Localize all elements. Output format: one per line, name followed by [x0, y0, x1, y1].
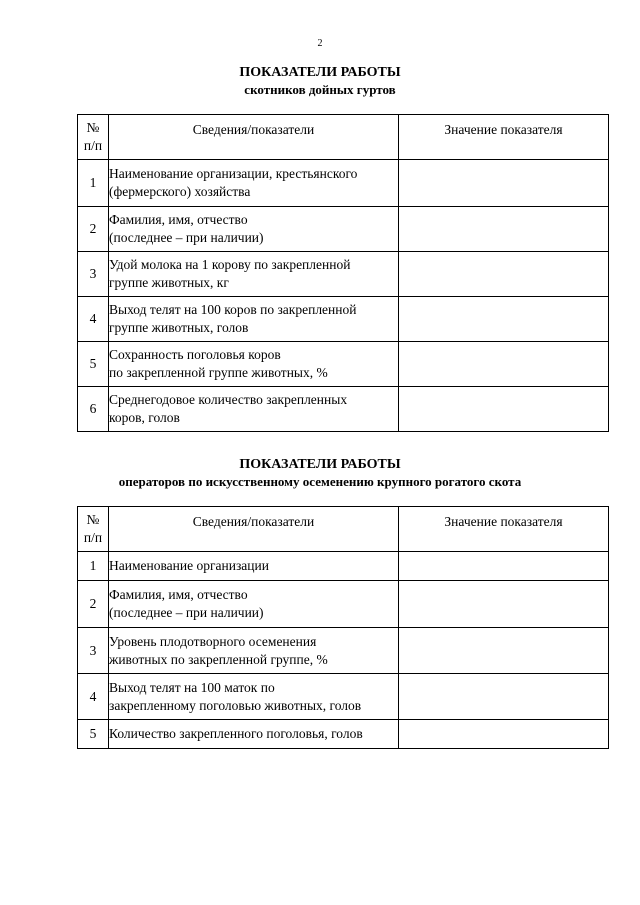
- table-row: [78, 628, 609, 674]
- table-row: [78, 720, 609, 749]
- column-header-value: Значение показателя: [399, 507, 609, 552]
- column-header-number-line1: №: [86, 512, 100, 527]
- row-description-line: закрепленному поголовью животных, голов: [109, 697, 362, 713]
- row-description-line: (фермерского) хозяйства: [109, 184, 251, 199]
- row-description: [109, 628, 399, 674]
- row-description-line: Среднегодовое количество закрепленных: [109, 392, 348, 407]
- section-subtitle: скотников дойных гуртов: [244, 82, 396, 97]
- row-description: [109, 252, 399, 297]
- row-description-line: животных по закрепленной группе, %: [109, 651, 328, 667]
- table-row: [78, 552, 609, 581]
- row-description: [109, 674, 399, 720]
- row-value: [399, 342, 609, 387]
- row-description-line: по закрепленной группе животных, %: [109, 365, 328, 380]
- row-description: [109, 297, 399, 342]
- table-row: [78, 387, 609, 432]
- row-description-line: Сохранность поголовья коров: [109, 347, 281, 362]
- row-description-line: коров, голов: [109, 410, 180, 425]
- table-row: [78, 674, 609, 720]
- row-description-line: группе животных, голов: [109, 320, 249, 335]
- column-header-number: [78, 115, 109, 160]
- section-title: ПОКАЗАТЕЛИ РАБОТЫ: [239, 457, 401, 472]
- row-value: [399, 160, 609, 207]
- row-description-line: (последнее – при наличии): [109, 230, 264, 245]
- row-number: 4: [78, 674, 109, 720]
- row-description: [109, 342, 399, 387]
- row-description-line: Фамилия, имя, отчество: [109, 212, 248, 227]
- row-description-line: Выход телят на 100 коров по закрепленной: [109, 302, 357, 317]
- row-number: 6: [78, 387, 109, 432]
- row-number: 5: [78, 342, 109, 387]
- row-description-line: группе животных, кг: [109, 275, 229, 290]
- row-value: [399, 297, 609, 342]
- row-number: 1: [78, 160, 109, 207]
- row-value: [399, 720, 609, 749]
- column-header-description: Сведения/показатели: [109, 115, 399, 160]
- table-header-row: [78, 507, 609, 552]
- column-header-description: Сведения/показатели: [109, 507, 399, 552]
- page-number: 2: [317, 38, 323, 49]
- row-description: [109, 160, 399, 207]
- row-number: 2: [78, 581, 109, 628]
- table-row: [78, 342, 609, 387]
- row-description-line: Уровень плодотворного осеменения: [109, 633, 317, 649]
- indicators-table-inseminators: [77, 506, 609, 749]
- row-description-line: Количество закрепленного поголовья, голов: [109, 726, 363, 741]
- row-number: 3: [78, 628, 109, 674]
- row-description-line: Наименование организации: [109, 558, 269, 573]
- row-description: [109, 581, 399, 628]
- row-description-line: Фамилия, имя, отчество: [109, 587, 248, 602]
- section-title: ПОКАЗАТЕЛИ РАБОТЫ: [239, 65, 401, 80]
- row-number: 5: [78, 720, 109, 749]
- row-description-line: Удой молока на 1 корову по закрепленной: [109, 257, 351, 272]
- row-description: [109, 207, 399, 252]
- column-header-number-line2: п/п: [83, 138, 103, 153]
- row-number: 3: [78, 252, 109, 297]
- row-description-line: (последнее – при наличии): [109, 605, 264, 620]
- table-row: [78, 207, 609, 252]
- table-row: [78, 581, 609, 628]
- row-value: [399, 207, 609, 252]
- column-header-number-line2: п/п: [83, 530, 103, 545]
- indicators-table-cowherds: [77, 114, 609, 432]
- section-subtitle: операторов по искусственному осеменению крупного рогатого скота: [118, 474, 522, 489]
- row-value: [399, 252, 609, 297]
- row-value: [399, 581, 609, 628]
- table-row: [78, 160, 609, 207]
- row-value: [399, 552, 609, 581]
- table-row: [78, 252, 609, 297]
- column-header-number-line1: №: [86, 120, 100, 135]
- row-number: 1: [78, 552, 109, 581]
- table-row: [78, 297, 609, 342]
- section-heading-cowherds: [0, 64, 640, 98]
- row-description: [109, 552, 399, 581]
- column-header-number: [78, 507, 109, 552]
- row-number: 2: [78, 207, 109, 252]
- table-header-row: [78, 115, 609, 160]
- column-header-value: Значение показателя: [399, 115, 609, 160]
- row-description-line: Наименование организации, крестьянского: [109, 166, 358, 181]
- section-heading-inseminators: [0, 456, 640, 490]
- row-value: [399, 387, 609, 432]
- row-value: [399, 674, 609, 720]
- row-description-line: Выход телят на 100 маток по: [109, 679, 275, 695]
- row-description: [109, 387, 399, 432]
- row-value: [399, 628, 609, 674]
- row-description: [109, 720, 399, 749]
- row-number: 4: [78, 297, 109, 342]
